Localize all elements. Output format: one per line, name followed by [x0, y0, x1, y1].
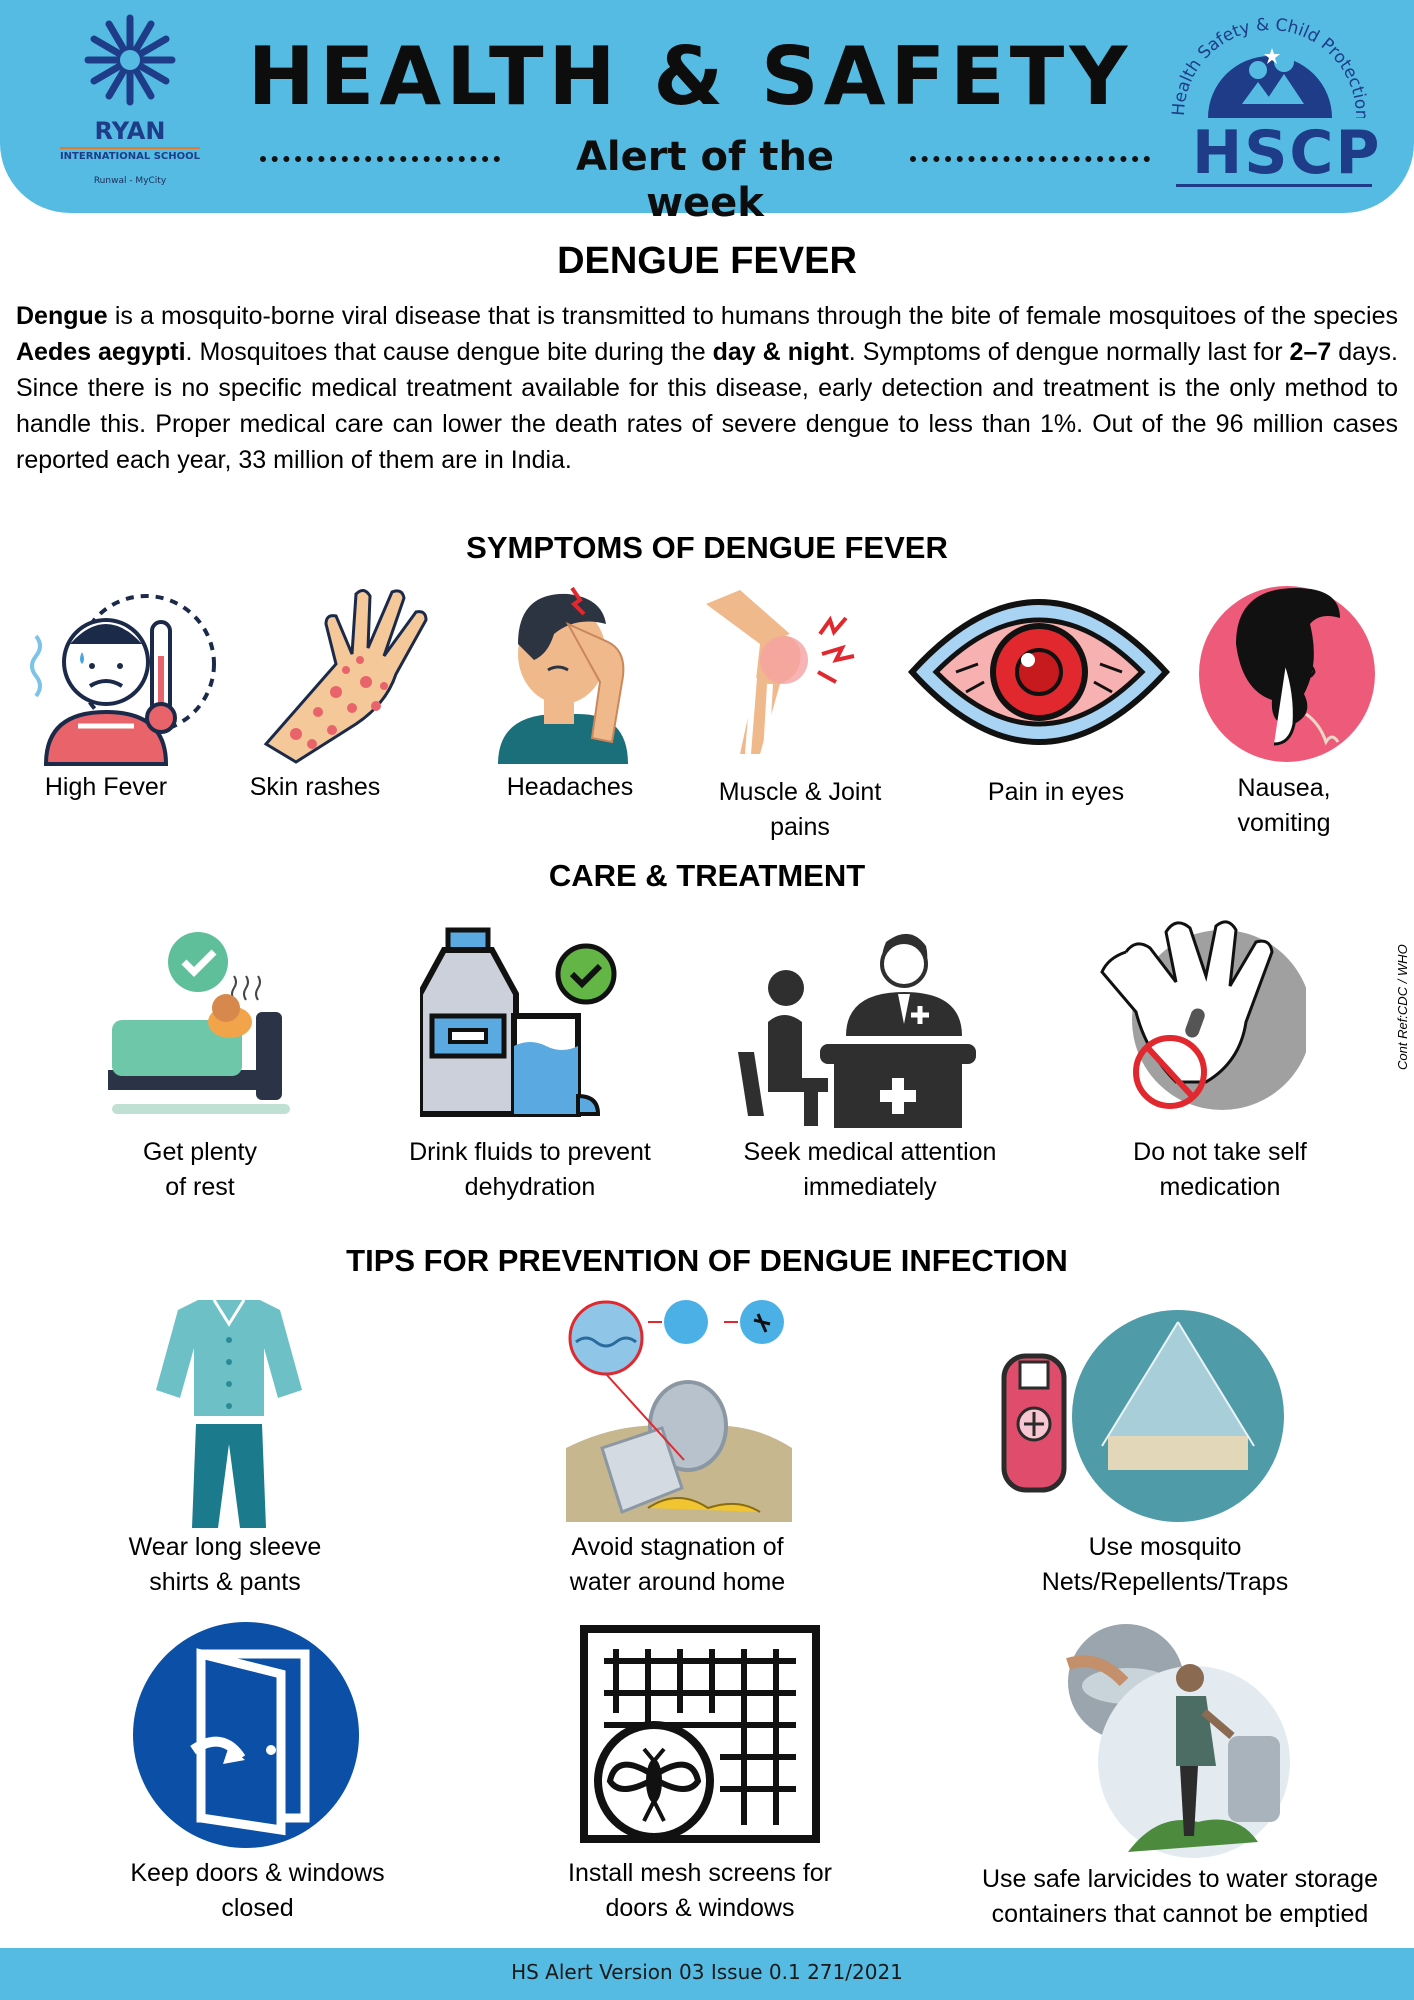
footer-bar [0, 1948, 1414, 2000]
prevention-label: Install mesh screens for [568, 1859, 832, 1887]
care-label: Drink fluids to prevent [409, 1138, 651, 1166]
symptom-label: Pain in eyes [987, 778, 1125, 806]
symptom-label-line2: vomiting [1237, 809, 1331, 837]
prevention-caption-water [540, 1530, 815, 1600]
school-logo [50, 12, 210, 192]
care-label-line2: medication [1159, 1173, 1281, 1201]
prevention-caption-larvicide [955, 1862, 1405, 1932]
prevention-caption-nets [1010, 1530, 1320, 1600]
symptom-caption-eyes [945, 775, 1167, 810]
hscp-arc-text: Health Safety & Child Protection [1168, 14, 1372, 118]
doctor-icon [734, 926, 978, 1130]
door-closed-icon [131, 1620, 361, 1850]
symptom-caption-headache [470, 770, 670, 805]
prevention-heading: TIPS FOR PREVENTION OF DENGUE INFECTION [346, 1243, 1068, 1278]
page-subtitle: Alert of the week [575, 134, 835, 226]
symptom-label: Nausea, [1237, 774, 1331, 802]
care-heading: CARE & TREATMENT [548, 858, 866, 893]
prevention-label: Use mosquito [1088, 1533, 1242, 1561]
intro-paragraph [16, 298, 1398, 478]
symptom-label: Muscle & Joint [718, 778, 882, 806]
nausea-icon [1196, 584, 1378, 764]
dotted-divider-left [260, 156, 500, 162]
symptom-label-line2: pains [770, 813, 830, 841]
mosquito-net-icon [998, 1306, 1288, 1528]
intro-duration: 2–7 [1289, 338, 1332, 366]
care-label: Do not take self [1133, 1138, 1307, 1166]
hscp-logo [1160, 8, 1380, 198]
care-label-line2: of rest [165, 1173, 235, 1201]
symptom-caption-rash [215, 770, 415, 805]
joint-pain-icon [700, 584, 880, 754]
intro-text-4: days. Since there is no specific medical treatment available for this disease, early detection and treatment is the only method to handle this. Proper medical care can lower the death rates of severe dengue to less than 1%. Out of the 96 million cases reported each year, 33 million of them are in India. [16, 338, 1399, 474]
prevention-label: Keep doors & windows [130, 1859, 385, 1887]
hscp-wordmark: HSCP [1192, 118, 1382, 188]
fluids-bottle-icon [420, 926, 620, 1126]
prevention-label-line2: closed [221, 1894, 294, 1922]
symptom-caption-joint [690, 775, 910, 845]
symptom-label: Headaches [506, 773, 634, 801]
rash-icon [256, 584, 441, 764]
prevention-label-line2: shirts & pants [149, 1568, 301, 1596]
reference-note: Cont Ref:CDC / WHO [1395, 944, 1410, 1070]
school-subtitle: INTERNATIONAL SCHOOL [60, 147, 200, 162]
symptom-label: High Fever [44, 773, 168, 801]
care-caption-no-self-medication [1090, 1135, 1350, 1205]
header-banner [0, 0, 1414, 226]
larvicide-icon [1058, 1622, 1298, 1862]
care-label: Seek medical attention [743, 1138, 997, 1166]
prevention-caption-clothes [95, 1530, 355, 1600]
intro-dengue: Dengue [16, 302, 108, 330]
intro-text-1: is a mosquito-borne viral disease that is transmitted to humans through the bite of female mosquitoes of the species [107, 302, 1398, 330]
rest-bed-icon [106, 930, 296, 1120]
hscp-underline [1176, 184, 1372, 187]
care-caption-rest [100, 1135, 300, 1205]
care-caption-fluids [385, 1135, 675, 1205]
page-title: HEALTH & SAFETY [247, 30, 1133, 123]
prevention-label: Use safe larvicides to water storage [981, 1865, 1378, 1893]
headache-icon [488, 584, 638, 764]
care-label-line2: immediately [803, 1173, 937, 1201]
subtitle-row [255, 130, 1155, 226]
prevention-label-line2: doors & windows [605, 1894, 795, 1922]
symptom-caption-fever [6, 770, 206, 805]
school-location: Runwal - MyCity [93, 176, 167, 186]
intro-bite-time: day & night [712, 338, 849, 366]
mesh-screen-icon [580, 1625, 820, 1843]
prevention-label-line2: water around home [569, 1568, 786, 1596]
eye-icon [906, 592, 1172, 752]
sunburst-logo-icon [82, 12, 178, 108]
prevention-label-line2: Nets/Repellents/Traps [1041, 1568, 1289, 1596]
dotted-divider-right [910, 156, 1150, 162]
prevention-label-line2: containers that cannot be emptied [991, 1900, 1369, 1928]
prevention-label: Avoid stagnation of [571, 1533, 784, 1561]
article-title: DENGUE FEVER [557, 240, 857, 282]
intro-text-2: . Mosquitoes that cause dengue bite during the [185, 338, 713, 366]
care-label-line2: dehydration [464, 1173, 596, 1201]
school-name: RYAN [94, 117, 166, 145]
prevention-caption-doors [105, 1856, 410, 1926]
care-caption-medical [720, 1135, 1020, 1205]
symptom-label: Skin rashes [249, 773, 381, 801]
clothes-icon [154, 1300, 304, 1528]
prevention-caption-mesh [545, 1856, 855, 1926]
intro-species: Aedes aegypti [16, 338, 186, 366]
stagnant-water-icon [562, 1298, 796, 1528]
footer-version-text: HS Alert Version 03 Issue 0.1 271/2021 [511, 1960, 903, 1984]
fever-icon [26, 586, 216, 766]
no-self-medication-icon [1096, 912, 1306, 1122]
intro-text-3: . Symptoms of dengue normally last for [848, 338, 1290, 366]
prevention-label: Wear long sleeve [128, 1533, 322, 1561]
symptom-caption-nausea [1182, 771, 1386, 841]
care-label: Get plenty [143, 1138, 257, 1166]
symptoms-heading: SYMPTOMS OF DENGUE FEVER [466, 530, 948, 565]
hscp-emblem-icon [1160, 8, 1380, 118]
